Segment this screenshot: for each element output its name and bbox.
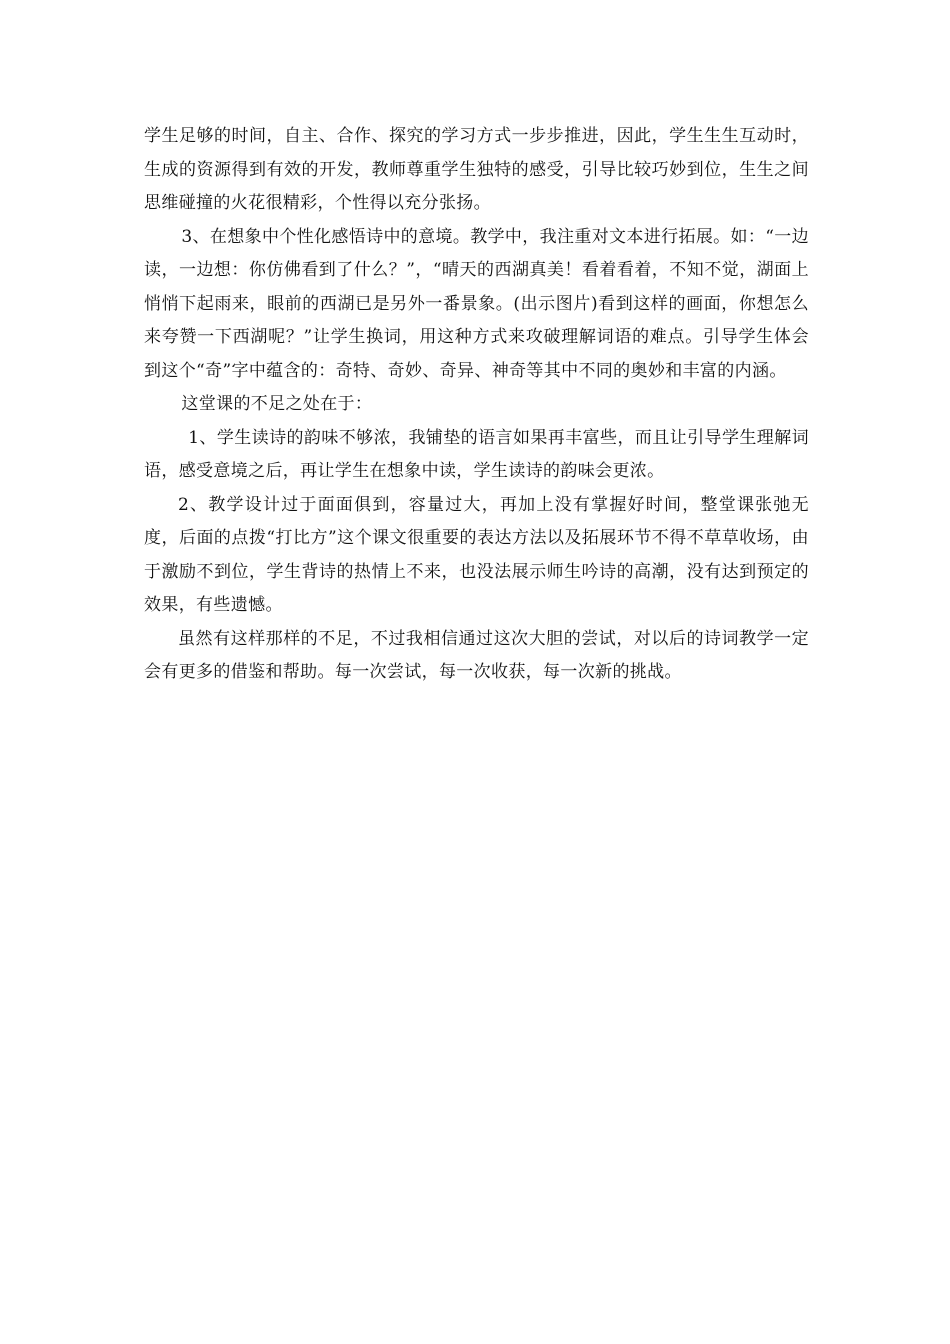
paragraph-shortcomings-heading: 这堂课的不足之处在于： [181, 394, 373, 414]
document-body [144, 120, 809, 690]
paragraph-point-3: 3、在想象中个性化感悟诗中的意境。教学中，我注重对文本进行拓展。如：“一边读，一边想：你仿佛看到了什么？”，“晴天的西湖真美！看着看着，不知不觉，湖面上悄悄下起雨来，眼前的西湖已是另外一番景象。(出示图片)看到这样的画面，你想怎么来夸赞一下西湖呢？”让学生换词，用这种方式来攻破理解词语的难点。引导学生体会到这个“奇”字中蕴含的：奇特、奇妙、奇异、神奇等其中不同的奥妙和丰富的内涵。 [144, 226, 809, 381]
paragraph-shortcoming-1: 1、学生读诗的韵味不够浓，我铺垫的语言如果再丰富些，而且让引导学生理解词语，感受意境之后，再让学生在想象中读，学生读诗的韵味会更浓。 [144, 427, 809, 481]
paragraph-continuation: 学生足够的时间，自主、合作、探究的学习方式一步步推进，因此，学生生生互动时，生成的资源得到有效的开发，教师尊重学生独特的感受，引导比较巧妙到位，生生之间思维碰撞的火花很精彩，个性得以充分张扬。 [144, 126, 809, 213]
paragraph-conclusion: 虽然有这样那样的不足，不过我相信通过这次大胆的尝试，对以后的诗词教学一定会有更多的借鉴和帮助。每一次尝试，每一次收获，每一次新的挑战。 [144, 628, 809, 682]
paragraph-shortcoming-2: 2、教学设计过于面面俱到，容量过大，再加上没有掌握好时间，整堂课张弛无度，后面的点拨“打比方”这个课文很重要的表达方法以及拓展环节不得不草草收场，由于激励不到位，学生背诗的热情上不来，也没法展示师生吟诗的高潮，没有达到预定的效果，有些遗憾。 [144, 494, 809, 615]
